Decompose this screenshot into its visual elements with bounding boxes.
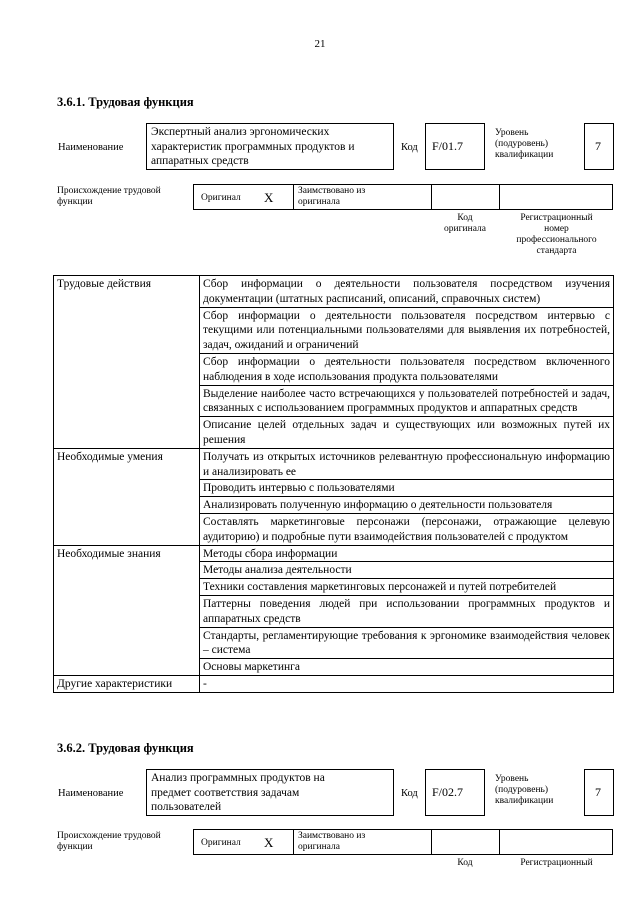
table-cell: Паттерны поведения людей при использовании программных продуктов и аппаратных средств — [200, 595, 614, 627]
name-label: Наименование — [58, 788, 124, 799]
code-box — [425, 123, 485, 170]
code-label: Код — [401, 788, 418, 799]
table-row — [54, 675, 614, 692]
table-cell: Выделение наиболее часто встречающихся у пользователей потребностей и задач, связанных с использованием программных продуктов и аппаратных средств — [200, 385, 614, 417]
table-row — [54, 448, 614, 480]
level-value: 7 — [595, 785, 601, 799]
labor-actions-label: Трудовые действия — [54, 276, 200, 449]
table-cell: Техники составления маркетинговых персонажей и путей потребителей — [200, 579, 614, 596]
table-cell: Сбор информации о деятельности пользователя посредством включенного наблюдения в ходе использования продукта пользователями — [200, 353, 614, 385]
origin-row — [193, 829, 613, 855]
table-cell: Составлять маркетинговые персонажи (персонажи, отражающие целевую аудиторию) и подробные пути взаимодействия пользователей с продуктом — [200, 513, 614, 545]
original-mark: X — [264, 835, 274, 850]
table-cell: Стандарты, регламентирующие требования к эргономике взаимодействия человек – система — [200, 627, 614, 659]
level-label: Уровень (подуровень) квалификации — [495, 774, 554, 806]
function-table — [53, 275, 614, 693]
skills-label: Необходимые умения — [54, 448, 200, 545]
borrowed-label: Заимствовано из оригинала — [298, 186, 366, 207]
origin-label: Происхождение трудовой функции — [57, 831, 161, 852]
code-label: Код — [401, 142, 418, 153]
level-label: Уровень (подуровень) квалификации — [495, 128, 554, 160]
name-label: Наименование — [58, 142, 124, 153]
original-mark: X — [264, 190, 274, 205]
function-name-box — [146, 769, 394, 816]
table-cell: Описание целей отдельных задач и существующих или возможных путей их решения — [200, 417, 614, 449]
table-cell: Основы маркетинга — [200, 659, 614, 676]
code-value: F/01.7 — [432, 139, 464, 153]
table-cell: Сбор информации о деятельности пользователя посредством изучения документации (штатных расписаний, описаний, справочных систем) — [200, 276, 614, 308]
table-cell: Анализировать полученную информацию о деятельности пользователя — [200, 497, 614, 514]
table-cell: Методы анализа деятельности — [200, 562, 614, 579]
code-value: F/02.7 — [432, 785, 464, 799]
table-cell: Сбор информации о деятельности пользователя посредством интервью с текущими или потенциальными пользователями для выявления их потребностей, задач, ожиданий и ограничений — [200, 307, 614, 353]
function-name: Экспертный анализ эргономических характеристик программных продуктов и аппаратных средств — [151, 126, 355, 167]
original-label: Оригинал — [201, 193, 241, 203]
table-row — [54, 545, 614, 562]
level-value: 7 — [595, 139, 601, 153]
origin-label: Происхождение трудовой функции — [57, 186, 161, 207]
page-number: 21 — [314, 38, 326, 50]
reg-number-caption: Регистрационный — [520, 858, 593, 868]
level-box — [584, 123, 614, 170]
code-original-caption: Код — [457, 858, 473, 868]
function-name-box — [146, 123, 394, 170]
origin-row — [193, 184, 613, 210]
table-cell: Получать из открытых источников релевантную профессиональную информацию и анализировать ее — [200, 448, 614, 480]
table-row — [54, 276, 614, 308]
function-name: Анализ программных продуктов на предмет соответствия задачам пользователей — [151, 772, 325, 813]
table-cell: Методы сбора информации — [200, 545, 614, 562]
level-box — [584, 769, 614, 816]
section-title: 3.6.1. Трудовая функция — [57, 95, 194, 109]
table-cell: Проводить интервью с пользователями — [200, 480, 614, 497]
code-original-caption: Код оригинала — [444, 213, 486, 234]
code-box — [425, 769, 485, 816]
other-label: Другие характеристики — [54, 675, 200, 692]
original-label: Оригинал — [201, 838, 241, 848]
knowledge-label: Необходимые знания — [54, 545, 200, 675]
table-cell: - — [200, 675, 614, 692]
section-title: 3.6.2. Трудовая функция — [57, 741, 194, 755]
reg-number-caption: Регистрационный номер профессионального стандарта — [516, 213, 597, 256]
borrowed-label: Заимствовано из оригинала — [298, 831, 366, 852]
